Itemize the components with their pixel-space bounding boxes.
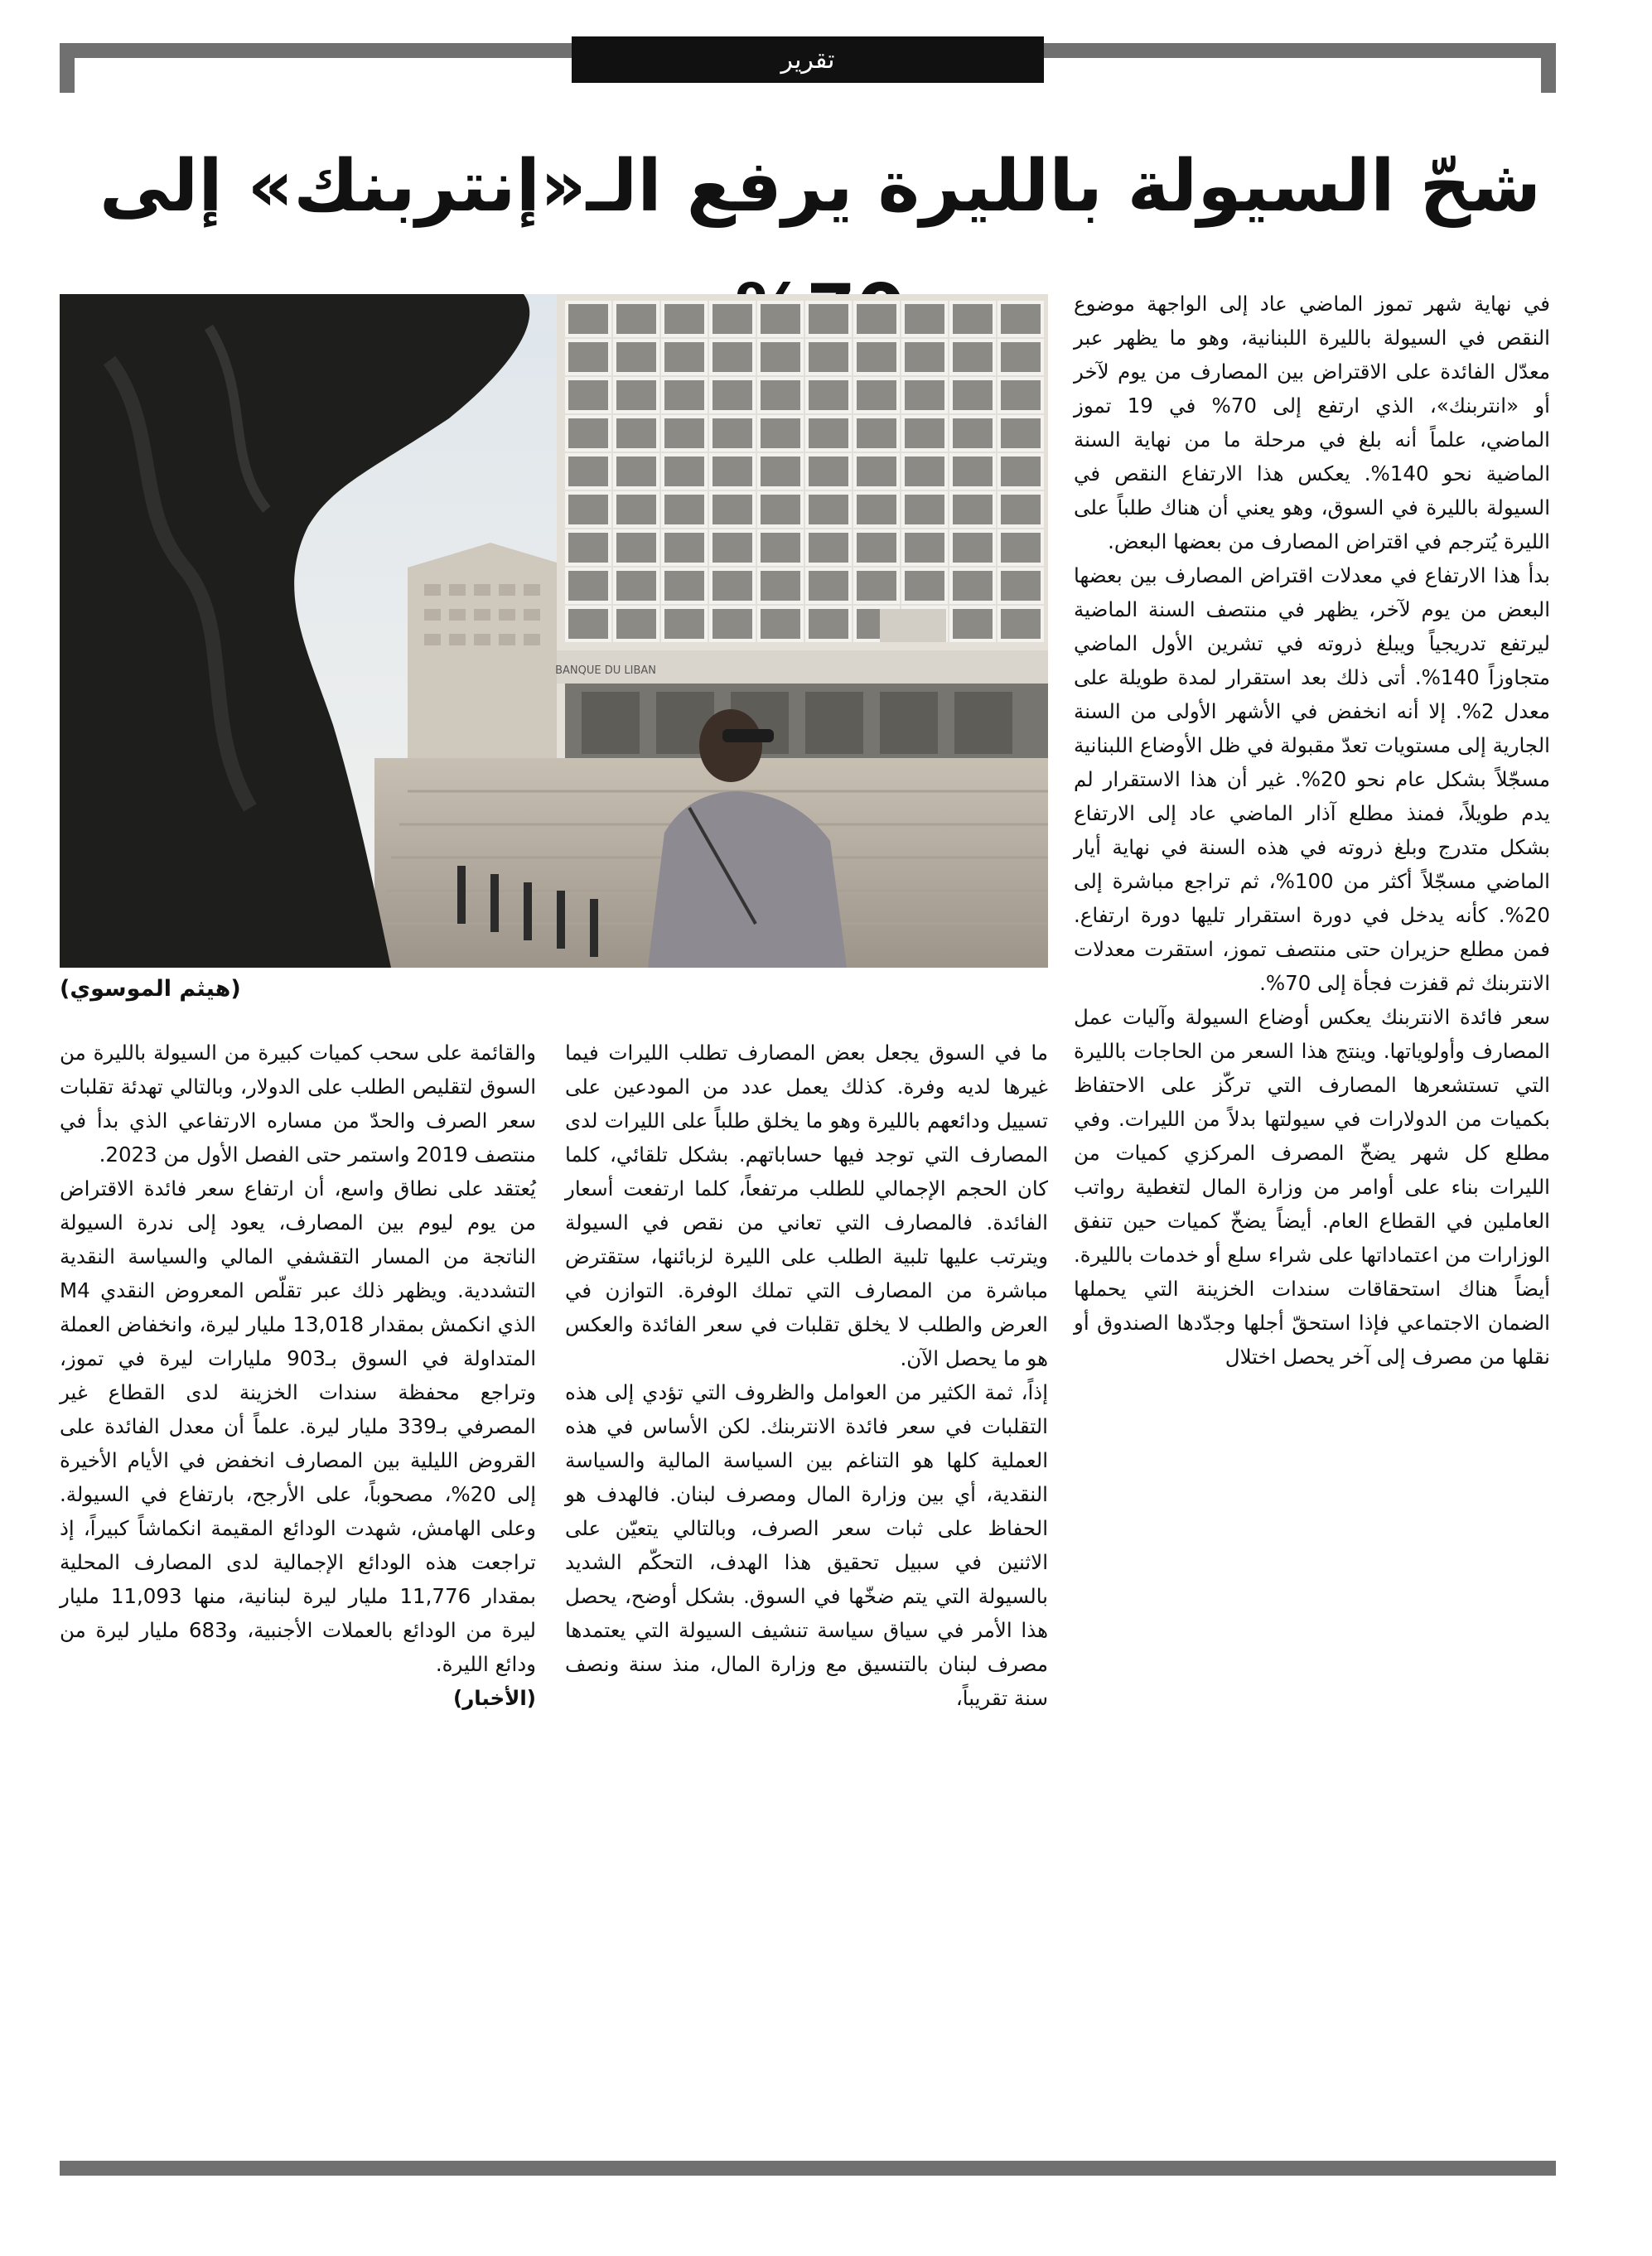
facade-window	[807, 379, 850, 412]
facade-window	[663, 379, 706, 412]
facade-window	[711, 493, 754, 526]
facade-window	[567, 417, 610, 450]
facade-window	[759, 417, 802, 450]
facade-window	[567, 569, 610, 602]
facade-window	[855, 417, 898, 450]
facade-window	[711, 455, 754, 488]
facade-window	[759, 531, 802, 564]
facade-window	[855, 455, 898, 488]
facade-window	[615, 341, 658, 374]
facade-window	[999, 531, 1042, 564]
article-column-right	[1074, 287, 1550, 2151]
facade-window	[999, 302, 1042, 336]
facade-window	[759, 455, 802, 488]
headline: شحّ السيولة بالليرة يرفع الـ«إنتربنك» إلى	[99, 145, 1542, 228]
facade-window	[951, 302, 994, 336]
facade-window	[663, 607, 706, 640]
facade-window	[567, 379, 610, 412]
facade-window	[615, 302, 658, 336]
facade-window	[567, 607, 610, 640]
article-photo	[60, 294, 1048, 968]
facade-window	[903, 455, 946, 488]
facade-window	[855, 493, 898, 526]
facade-window	[903, 417, 946, 450]
facade-window	[759, 341, 802, 374]
facade-window	[807, 341, 850, 374]
facade-window	[903, 341, 946, 374]
facade-window	[567, 531, 610, 564]
facade-window	[999, 455, 1042, 488]
facade-window	[951, 493, 994, 526]
facade-window	[999, 341, 1042, 374]
paragraph: يُعتقد على نطاق واسع، أن ارتفاع سعر فائدة الاقتراض من يوم ليوم بين المصارف، يعود إلى ندرة السيولة الناتجة من المسار التقشفي المالي والسياسة النقدية التشددية. ويظهر ذلك عبر تقلّص المعروض النقدي M4 الذي انكمش بمقدار 13,018 مليار ليرة، وانخفاض العملة المتداولة في السوق بـ903 مليارات ليرة في تموز، وتراجع محفظة سندات الخزينة لدى القطاع غير المصرفي بـ339 مليار ليرة. علماً أن معدل الفائدة على القروض الليلية بين المصارف انخفض في الأيام الأخيرة إلى 20%، مصحوباً، على الأرجح، بارتفاع في السيولة. وعلى الهامش، شهدت الودائع المقيمة انكماشاً كبيراً، إذ تراجعت هذه الودائع الإجمالية لدى المصارف المحلية بمقدار 11,776 مليار ليرة لبنانية، منها 11,093 مليار ليرة من الودائع بالعملات الأجنبية، و683 مليار ليرة من ودائع الليرة.	[60, 1176, 537, 1676]
facade-window	[663, 417, 706, 450]
section-tag: تقرير	[572, 36, 1044, 83]
facade-window	[567, 341, 610, 374]
facade-window	[951, 417, 994, 450]
paragraph: إذاً، ثمة الكثير من العوامل والظروف التي تؤدي إلى هذه التقلبات في سعر فائدة الانتربنك. لكن الأساس في هذه العملية كلها هو التناغم بين السياسة المالية والسياسة النقدية، أي بين وزارة المال ومصرف لبنان. فالهدف هو الحفاظ على ثبات سعر الصرف، وبالتالي يتعيّن على الاثنين في سبيل تحقيق هذا الهدف، التحكّم الشديد بالسيولة التي يتم ضخّها في السوق. بشكل أوضح، يحصل هذا الأمر في سياق سياسة تنشيف السيولة التي يعتمدها مصرف لبنان بالتنسيق مع وزارة المال، منذ سنة ونصف سنة تقريباً،	[565, 1380, 1048, 1710]
facade-window	[903, 569, 946, 602]
facade-window	[759, 607, 802, 640]
facade-window	[711, 417, 754, 450]
facade-window	[951, 569, 994, 602]
facade-window	[663, 569, 706, 602]
facade-window	[663, 455, 706, 488]
article-signature: (الأخبار)	[453, 1686, 536, 1710]
paragraph: في نهاية شهر تموز الماضي عاد إلى الواجهة موضوع النقص في السيولة بالليرة اللبنانية، وهو ما يظهر عبر معدّل الفائدة على الاقتراض بين المصارف من يوم لآخر أو «انتربنك»، الذي ارتفع إلى 70% في 19 تموز الماضي، علماً أنه بلغ في مرحلة ما من نهاية السنة الماضية نحو 140%. يعكس هذا الارتفاع النقص في السيولة بالليرة في السوق، وهو يعني أن هناك طلباً على الليرة يُترجم في اقتراض المصارف من بعضها البعض.	[1074, 292, 1550, 553]
facade-window	[711, 531, 754, 564]
paragraph: والقائمة على سحب كميات كبيرة من السيولة بالليرة من السوق لتقليص الطلب على الدولار، وبالتالي تهدئة تقلبات سعر الصرف والحدّ من مساره الارتفاعي الذي بدأ في منتصف 2019 واستمر حتى الفصل الأول من 2023.	[60, 1041, 536, 1167]
facade-window	[759, 302, 802, 336]
paragraph: سعر فائدة الانتربنك يعكس أوضاع السيولة وآليات عمل المصارف وأولوياتها. وينتج هذا السعر من الحاجات بالليرة التي تستشعرها المصارف التي تركّز على الاحتفاظ بكميات من الدولارات في سيولتها بدلاً من الليرات. وفي مطلع كل شهر يضخّ المصرف المركزي كميات من الليرات بناء على أوامر من وزارة المال لتغطية رواتب العاملين في القطاع العام. أيضاً يضخّ كميات حين تنفق الوزارات من اعتماداتها على شراء سلع أو خدمات بالليرة. أيضاً هناك استحقاقات سندات الخزينة التي يحملها الضمان الاجتماعي فإذا استحقّ أجلها وجدّدها الصندوق أو نقلها من مصرف إلى آخر يحصل اختلال	[1074, 1005, 1550, 1369]
facade-window	[903, 493, 946, 526]
photo-caption: (هيثم الموسوي)	[60, 976, 241, 1002]
article-column-middle	[565, 1036, 1048, 2146]
facade-window	[951, 607, 994, 640]
facade-window	[615, 493, 658, 526]
facade-window	[615, 379, 658, 412]
facade-window	[567, 493, 610, 526]
facade-window	[903, 531, 946, 564]
facade-window	[903, 379, 946, 412]
bottom-frame-bar	[60, 2161, 1556, 2176]
facade-window	[711, 302, 754, 336]
facade-window	[855, 341, 898, 374]
facade-window	[663, 493, 706, 526]
facade-window	[999, 493, 1042, 526]
facade-window	[711, 379, 754, 412]
facade-window	[663, 531, 706, 564]
facade-window	[759, 379, 802, 412]
facade-window	[759, 493, 802, 526]
facade-window	[711, 607, 754, 640]
building-sign: BANQUE DU LIBAN	[555, 664, 656, 677]
facade-window	[615, 607, 658, 640]
facade-window	[759, 569, 802, 602]
facade-window	[711, 569, 754, 602]
facade-window	[663, 302, 706, 336]
article-column-left	[60, 1036, 536, 2146]
facade-window	[711, 341, 754, 374]
facade-window	[807, 607, 850, 640]
facade-window	[615, 531, 658, 564]
facade-window	[951, 455, 994, 488]
facade-window	[999, 417, 1042, 450]
facade-window	[567, 302, 610, 336]
facade-window	[663, 341, 706, 374]
paragraph: بدأ هذا الارتفاع في معدلات اقتراض المصارف بين بعضها البعض من يوم لآخر، يظهر في منتصف السنة الماضية ليرتفع تدريجياً ويبلغ ذروته في تشرين الأول الماضي متجاوزاً 140%. أتى ذلك بعد استقرار لمدة طويلة على معدل 2%. إلا أنه انخفض في الأشهر الأولى من السنة الجارية إلى مستويات تعدّ مقبولة في ظل الأوضاع اللبنانية مسجّلاً بشكل عام نحو 20%. غير أن هذا الاستقرار لم يدم طويلاً، فمنذ مطلع آذار الماضي عاد إلى الارتفاع بشكل متدرج وبلغ ذروته في هذه السنة في نهاية أيار الماضي مسجّلاً أكثر من 100%، ثم تراجع مباشرة إلى 20%. كأنه يدخل في دورة استقرار تليها دورة ارتفاع. فمن مطلع حزيران حتى منتصف تموز، استقرت معدلات الانتربنك ثم قفزت فجأة إلى 70%.	[1074, 563, 1550, 995]
facade-window	[855, 531, 898, 564]
paragraph: ما في السوق يجعل بعض المصارف تطلب الليرات فيما غيرها لديه وفرة. كذلك يعمل عدد من المودعين على تسييل ودائعهم بالليرة وهو ما يخلق طلباً على الليرات لدى المصارف التي توجد فيها حساباتهم. بشكل تلقائي، كلما كان الحجم الإجمالي للطلب مرتفعاً، كلما ارتفعت أسعار الفائدة. فالمصارف التي تعاني من نقص في السيولة ويترتب عليها تلبية الطلب على الليرة لزبائنها، ستقترض مباشرة من المصارف التي تملك الوفرة. التوازن في العرض والطلب لا يخلق تقلبات في سعر الفائدة والعكس هو ما يحصل الآن.	[565, 1041, 1048, 1370]
facade-window	[999, 569, 1042, 602]
facade-window	[567, 455, 610, 488]
facade-window	[807, 302, 850, 336]
facade-window	[855, 302, 898, 336]
facade-window	[951, 531, 994, 564]
facade-window	[615, 417, 658, 450]
facade-window	[951, 341, 994, 374]
facade-window	[615, 569, 658, 602]
facade-window	[999, 379, 1042, 412]
facade-window	[807, 531, 850, 564]
facade-window	[951, 379, 994, 412]
facade-window	[807, 417, 850, 450]
facade-window	[855, 379, 898, 412]
facade-window	[807, 493, 850, 526]
facade-window	[807, 569, 850, 602]
photo-bank-building	[60, 294, 1048, 968]
facade-window	[903, 302, 946, 336]
right-frame-corner	[1541, 43, 1556, 93]
facade-window	[807, 455, 850, 488]
facade-window	[855, 569, 898, 602]
facade-window	[615, 455, 658, 488]
left-frame-corner	[60, 43, 75, 93]
facade-window	[999, 607, 1042, 640]
